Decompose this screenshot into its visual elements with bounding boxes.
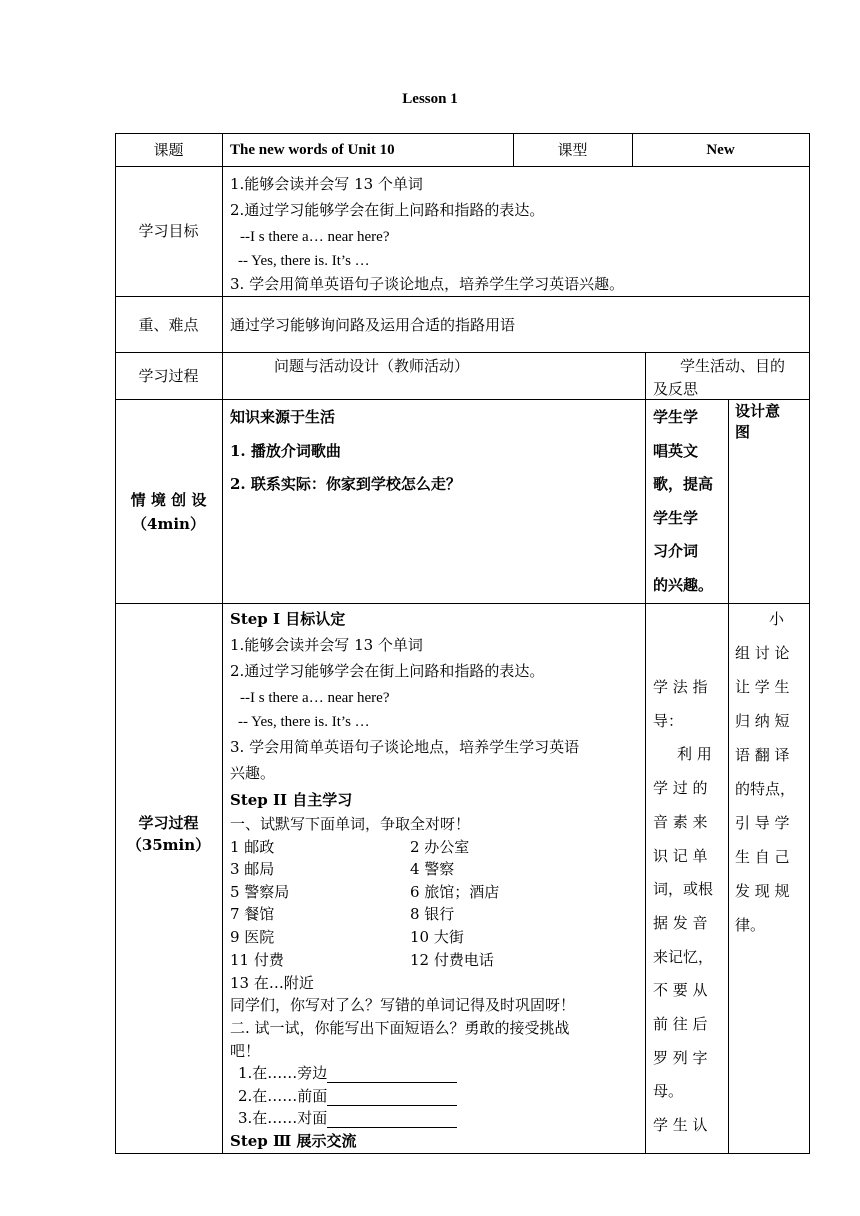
goals-line-4: -- Yes, there is. It’s … xyxy=(238,253,370,269)
topic-value: The new words of Unit 10 xyxy=(230,142,395,158)
student-activity-header-2: 及反思 xyxy=(653,380,699,398)
learning-design-column: 小 组 讨 论 让 学 生 归 纳 短 语 翻 译 的特点， 引 导 学 生 自 己 发 现 规 律。 xyxy=(735,610,796,934)
task-2-line-1: 二. 试一试，你能写出下面短语么？勇敢的接受挑战 xyxy=(230,1019,570,1037)
scenario-item-2: 2. 联系实际：你家到学校怎么走？ xyxy=(230,475,461,493)
word-item: 2 办公室 xyxy=(410,838,470,856)
scenario-item-1: 1. 播放介词歌曲 xyxy=(230,442,341,460)
encourage-text: 同学们，你写对了么？写错的单词记得及时巩固呀！ xyxy=(230,996,576,1014)
word-item: 8 银行 xyxy=(410,905,455,923)
scenario-heading: 知识来源于生活 xyxy=(230,408,336,426)
goals-label: 学习目标 xyxy=(138,222,199,240)
type-value: New xyxy=(706,142,735,158)
word-item: 6 旅馆；酒店 xyxy=(410,883,500,901)
step-1-heading: Step I 目标认定 xyxy=(230,610,346,628)
scenario-time: （4min） xyxy=(132,515,205,533)
scenario-student-column: 学生学 唱英文 歌，提高 学生学 习介词 的兴趣。 xyxy=(653,408,714,594)
step1-goal-1: 1.能够会读并会写 13 个单词 xyxy=(230,636,423,654)
scenario-design-column: 设计意 图 xyxy=(735,402,781,441)
step1-goal-5: 3. 学会用简单英语句子谈论地点，培养学生学习英语 xyxy=(230,738,580,756)
word-item: 3 邮局 xyxy=(230,860,275,878)
answer-blank[interactable] xyxy=(327,1090,457,1106)
learning-process-label: 学习过程 xyxy=(138,814,199,832)
word-item: 10 大街 xyxy=(410,928,464,946)
goals-line-1: 1.能够会读并会写 13 个单词 xyxy=(230,175,423,193)
phrase-item: 1.在……旁边 xyxy=(238,1063,457,1083)
teacher-activity-header: 问题与活动设计（教师活动） xyxy=(274,357,470,375)
learning-process-time: （35min） xyxy=(126,836,211,854)
phrase-item: 3.在……对面 xyxy=(238,1108,457,1128)
goals-line-3: --I s there a… near here? xyxy=(240,229,390,245)
word-item: 12 付费电话 xyxy=(410,951,494,969)
word-item: 9 医院 xyxy=(230,928,275,946)
key-points-label: 重、难点 xyxy=(138,316,199,334)
word-item: 7 餐馆 xyxy=(230,905,275,923)
step1-goal-4: -- Yes, there is. It’s … xyxy=(238,714,370,730)
process-label: 学习过程 xyxy=(138,367,199,385)
word-item: 13 在…附近 xyxy=(230,974,314,992)
topic-label: 课题 xyxy=(153,141,184,159)
task-1-text: 一、试默写下面单词，争取全对呀！ xyxy=(230,815,471,833)
answer-blank[interactable] xyxy=(327,1112,457,1128)
task-2-line-2: 吧！ xyxy=(230,1042,261,1060)
step-2-heading: Step II 自主学习 xyxy=(230,791,353,809)
step1-goal-3: --I s there a… near here? xyxy=(240,690,390,706)
type-label: 课型 xyxy=(557,141,588,159)
word-item: 1 邮政 xyxy=(230,838,275,856)
scenario-label: 情 境 创 设 xyxy=(130,491,207,509)
key-points-text: 通过学习能够询问路及运用合适的指路用语 xyxy=(230,316,516,334)
step-3-heading: Step Ⅲ 展示交流 xyxy=(230,1132,357,1150)
document-title: Lesson 1 xyxy=(402,91,458,107)
step1-goal-6: 兴趣。 xyxy=(230,764,276,782)
goals-line-5: 3. 学会用简单英语句子谈论地点，培养学生学习英语兴趣。 xyxy=(230,275,625,293)
word-item: 11 付费 xyxy=(230,951,284,969)
phrase-item: 2.在……前面 xyxy=(238,1086,457,1106)
word-item: 4 警察 xyxy=(410,860,455,878)
learning-student-column: 学 法 指 导： 利 用 学 过 的 音 素 来 识 记 单 词，或根 据 发 音 来记忆， 不 要 从 前 往 后 罗 列 字 母。 学 生 认 xyxy=(653,678,714,1135)
goals-line-2: 2.通过学习能够学会在街上问路和指路的表达。 xyxy=(230,201,545,219)
answer-blank[interactable] xyxy=(327,1067,457,1083)
student-activity-header-1: 学生活动、目的 xyxy=(680,357,786,375)
step1-goal-2: 2.通过学习能够学会在街上问路和指路的表达。 xyxy=(230,662,545,680)
word-item: 5 警察局 xyxy=(230,883,290,901)
